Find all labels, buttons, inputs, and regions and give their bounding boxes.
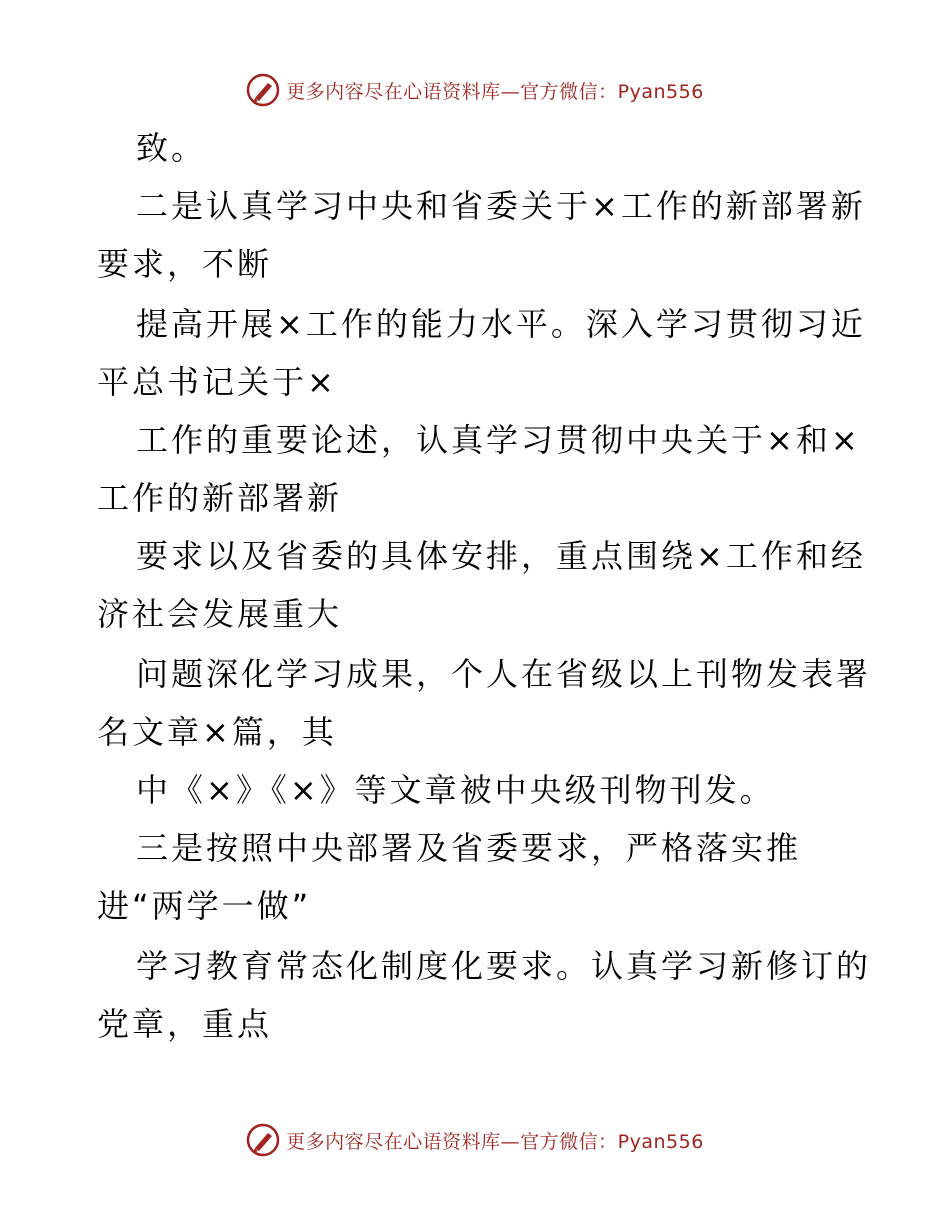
body-line: 济社会发展重大	[97, 595, 343, 633]
watermark-text: 更多内容尽在心语资料库—官方微信：Pyan556	[286, 80, 704, 103]
body-line: 三是按照中央部署及省委要求，严格落实推	[136, 829, 802, 867]
body-line: 学习教育常态化制度化要求。认真学习新修订的	[136, 947, 872, 985]
watermark-text: 更多内容尽在心语资料库—官方微信：Pyan556	[286, 1130, 704, 1153]
body-line: 致。	[136, 129, 207, 167]
body-line: 二是认真学习中央和省委关于×工作的新部署新	[136, 187, 866, 225]
wechat-id: Pyan556	[617, 1130, 704, 1153]
body-line: 工作的重要论述，认真学习贯彻中央关于×和×	[136, 421, 861, 459]
body-line: 党章，重点	[97, 1005, 273, 1043]
pen-logo-icon	[246, 1123, 280, 1157]
body-line: 平总书记关于×	[97, 363, 337, 401]
body-line: 名文章×篇，其	[97, 713, 337, 751]
wechat-id: Pyan556	[617, 80, 704, 103]
body-line: 问题深化学习成果，个人在省级以上刊物发表署	[136, 655, 872, 693]
footer-watermark	[0, 1120, 950, 1160]
body-line: 要求以及省委的具体安排，重点围绕×工作和经	[136, 537, 866, 575]
body-line: 中《×》《×》等文章被中央级刊物刊发。	[136, 771, 775, 809]
body-line: 进“两学一做”	[97, 887, 312, 925]
body-line: 要求，不断	[97, 245, 273, 283]
body-line: 工作的新部署新	[97, 479, 343, 517]
body-line: 提高开展×工作的能力水平。深入学习贯彻习近	[136, 305, 866, 343]
